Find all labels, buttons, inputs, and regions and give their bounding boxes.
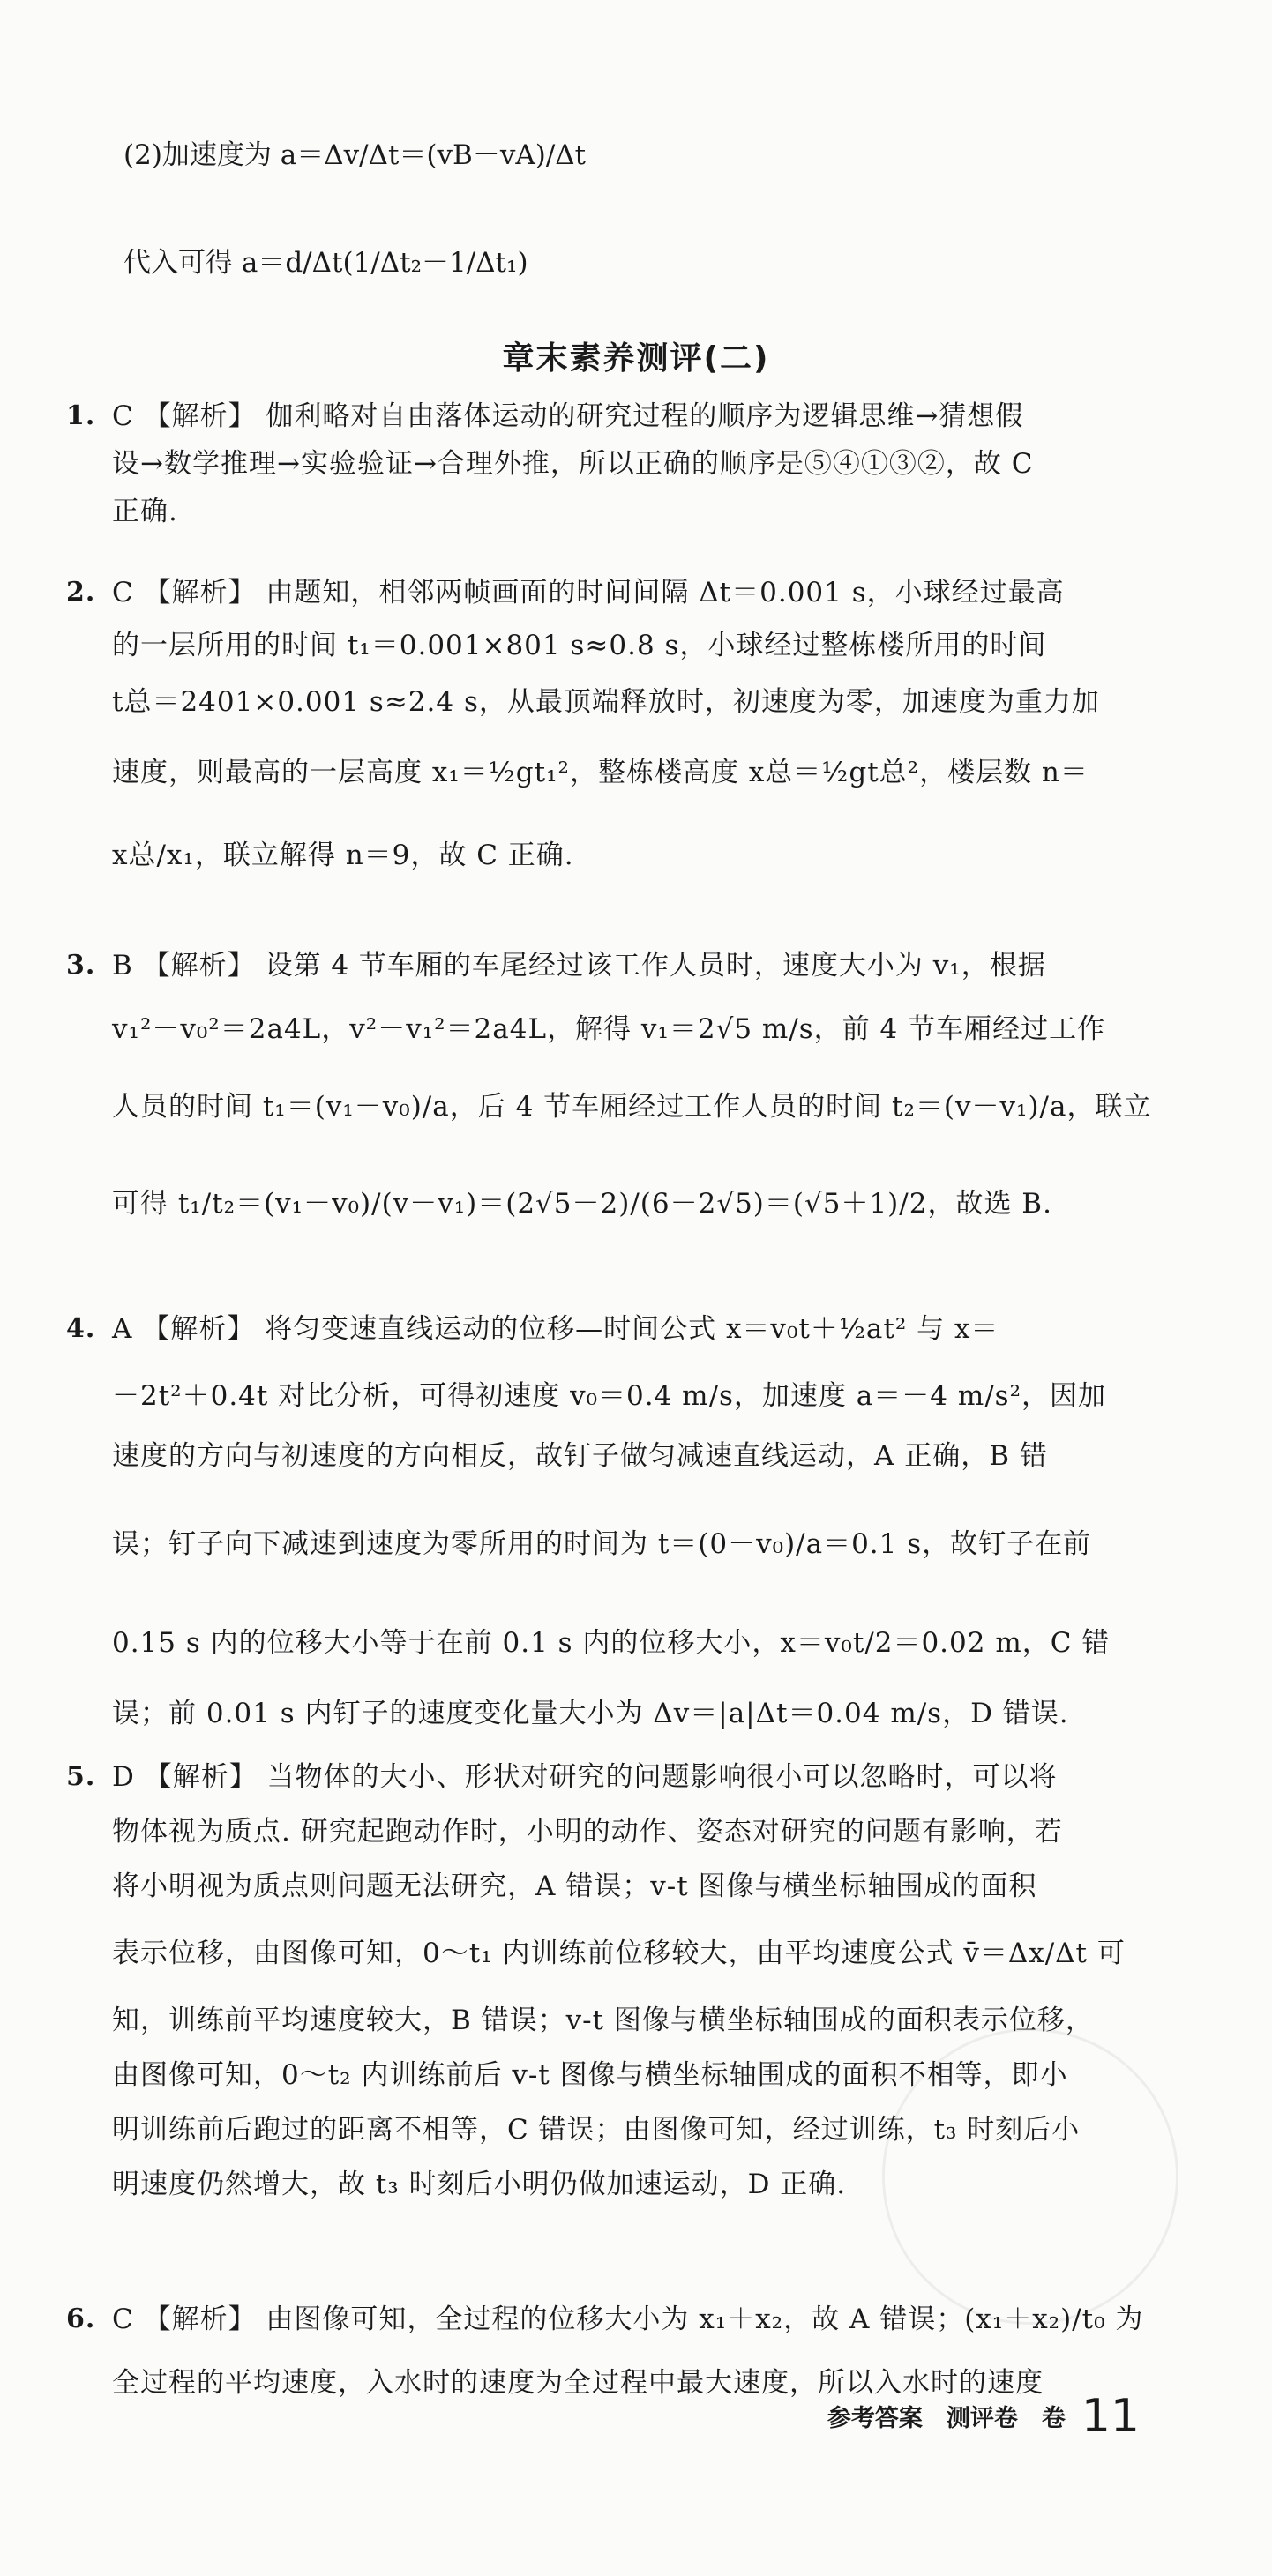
- answer-line: 误；钉子向下减速到速度为零所用的时间为 t＝(0－v₀)/a＝0.1 s，故钉子在前: [112, 1528, 1092, 1560]
- answer-line: A 【解析】 将匀变速直线运动的位移—时间公式 x＝v₀t＋½at² 与 x＝: [112, 1313, 999, 1345]
- answer-line: 设→数学推理→实验验证→合理外推，所以正确的顺序是⑤④①③②，故 C: [112, 448, 1034, 480]
- answer-line: 人员的时间 t₁＝(v₁－v₀)/a，后 4 节车厢经过工作人员的时间 t₂＝(v－v₁)/a，联立: [112, 1091, 1152, 1123]
- answer-line: 0.15 s 内的位移大小等于在前 0.1 s 内的位移大小，x＝v₀t/2＝0.02 m，C 错: [112, 1627, 1111, 1659]
- answer-line: 明速度仍然增大，故 t₃ 时刻后小明仍做加速运动，D 正确.: [112, 2169, 847, 2200]
- answer-line: 知，训练前平均速度较大，B 错误；v-t 图像与横坐标轴围成的面积表示位移，: [112, 2005, 1094, 2036]
- answer-item-1: [66, 399, 1138, 529]
- intro-line-2: 代入可得 a＝d/Δt(1/Δt₂－1/Δt₁): [123, 247, 528, 279]
- answer-line: 由图像可知，0～t₂ 内训练前后 v-t 图像与横坐标轴围成的面积不相等，即小: [112, 2059, 1068, 2091]
- answer-number: 5.: [66, 1761, 96, 1792]
- answer-line: 明训练前后跑过的距离不相等，C 错误；由图像可知，经过训练，t₃ 时刻后小: [112, 2114, 1081, 2146]
- answer-line: 正确.: [112, 496, 178, 527]
- answer-line: v₁²－v₀²＝2a4L，v²－v₁²＝2a4L，解得 v₁＝2√5 m/s，前 4 节车厢经过工作: [112, 1013, 1106, 1045]
- answer-number: 1.: [66, 400, 96, 431]
- answer-number: 4.: [66, 1313, 96, 1344]
- intro-line-1: (2)加速度为 a＝Δv/Δt＝(vB－vA)/Δt: [123, 139, 587, 171]
- answer-item-5: [66, 1759, 1138, 2202]
- answer-line: 误；前 0.01 s 内钉子的速度变化量大小为 Δv＝|a|Δt＝0.04 m/s，D 错误.: [112, 1698, 1069, 1729]
- answer-line: D 【解析】 当物体的大小、形状对研究的问题影响很小可以忽略时，可以将: [112, 1761, 1058, 1793]
- answer-line: 速度，则最高的一层高度 x₁＝½gt₁²，整栋楼高度 x总＝½gt总²，楼层数 n＝: [112, 757, 1089, 788]
- answer-line: C 【解析】 由题知，相邻两帧画面的时间间隔 Δt＝0.001 s，小球经过最高: [112, 577, 1065, 609]
- answer-line: 表示位移，由图像可知，0～t₁ 内训练前位移较大，由平均速度公式 v̄＝Δx/Δt 可: [112, 1938, 1126, 1969]
- page-footer: [827, 2390, 1140, 2443]
- answer-line: C 【解析】 伽利略对自由落体运动的研究过程的顺序为逻辑思维→猜想假: [112, 400, 1024, 432]
- footer-label: 参考答案 测评卷 卷: [827, 2405, 1066, 2432]
- answer-line: －2t²＋0.4t 对比分析，可得初速度 v₀＝0.4 m/s，加速度 a＝－4 m/s²，因加: [112, 1380, 1107, 1412]
- answer-item-4: [66, 1311, 1138, 1731]
- answer-item-2: [66, 575, 1138, 873]
- answer-line: t总＝2401×0.001 s≈2.4 s，从最顶端释放时，初速度为零，加速度为重力加: [112, 686, 1100, 718]
- answer-item-3: [66, 948, 1152, 1221]
- answer-number: 3.: [66, 950, 96, 981]
- answer-line: 全过程的平均速度，入水时的速度为全过程中最大速度，所以入水时的速度: [112, 2367, 1044, 2399]
- answer-line: 的一层所用的时间 t₁＝0.001×801 s≈0.8 s，小球经过整栋楼所用的时间: [112, 630, 1047, 661]
- answer-number: 2.: [66, 577, 96, 608]
- answer-line: x总/x₁，联立解得 n＝9，故 C 正确.: [112, 840, 574, 871]
- page-number: 11: [1081, 2390, 1140, 2443]
- answer-number: 6.: [66, 2303, 96, 2334]
- answer-line: C 【解析】 由图像可知，全过程的位移大小为 x₁＋x₂，故 A 错误；(x₁＋x₂)/t₀ 为: [112, 2303, 1144, 2335]
- answer-line: 速度的方向与初速度的方向相反，故钉子做匀减速直线运动，A 正确，B 错: [112, 1440, 1048, 1472]
- answer-item-6: [66, 2302, 1144, 2401]
- answer-line: 物体视为质点. 研究起跑动作时，小明的动作、姿态对研究的问题有影响，若: [112, 1816, 1063, 1848]
- answer-line: 可得 t₁/t₂＝(v₁－v₀)/(v－v₁)＝(2√5－2)/(6－2√5)＝(√5＋1)/2，故选 B.: [112, 1188, 1052, 1220]
- section-title: 章末素养测评(二): [502, 340, 770, 377]
- answer-line: 将小明视为质点则问题无法研究，A 错误；v-t 图像与横坐标轴围成的面积: [112, 1870, 1037, 1902]
- answer-line: B 【解析】 设第 4 节车厢的车尾经过该工作人员时，速度大小为 v₁，根据: [112, 950, 1046, 982]
